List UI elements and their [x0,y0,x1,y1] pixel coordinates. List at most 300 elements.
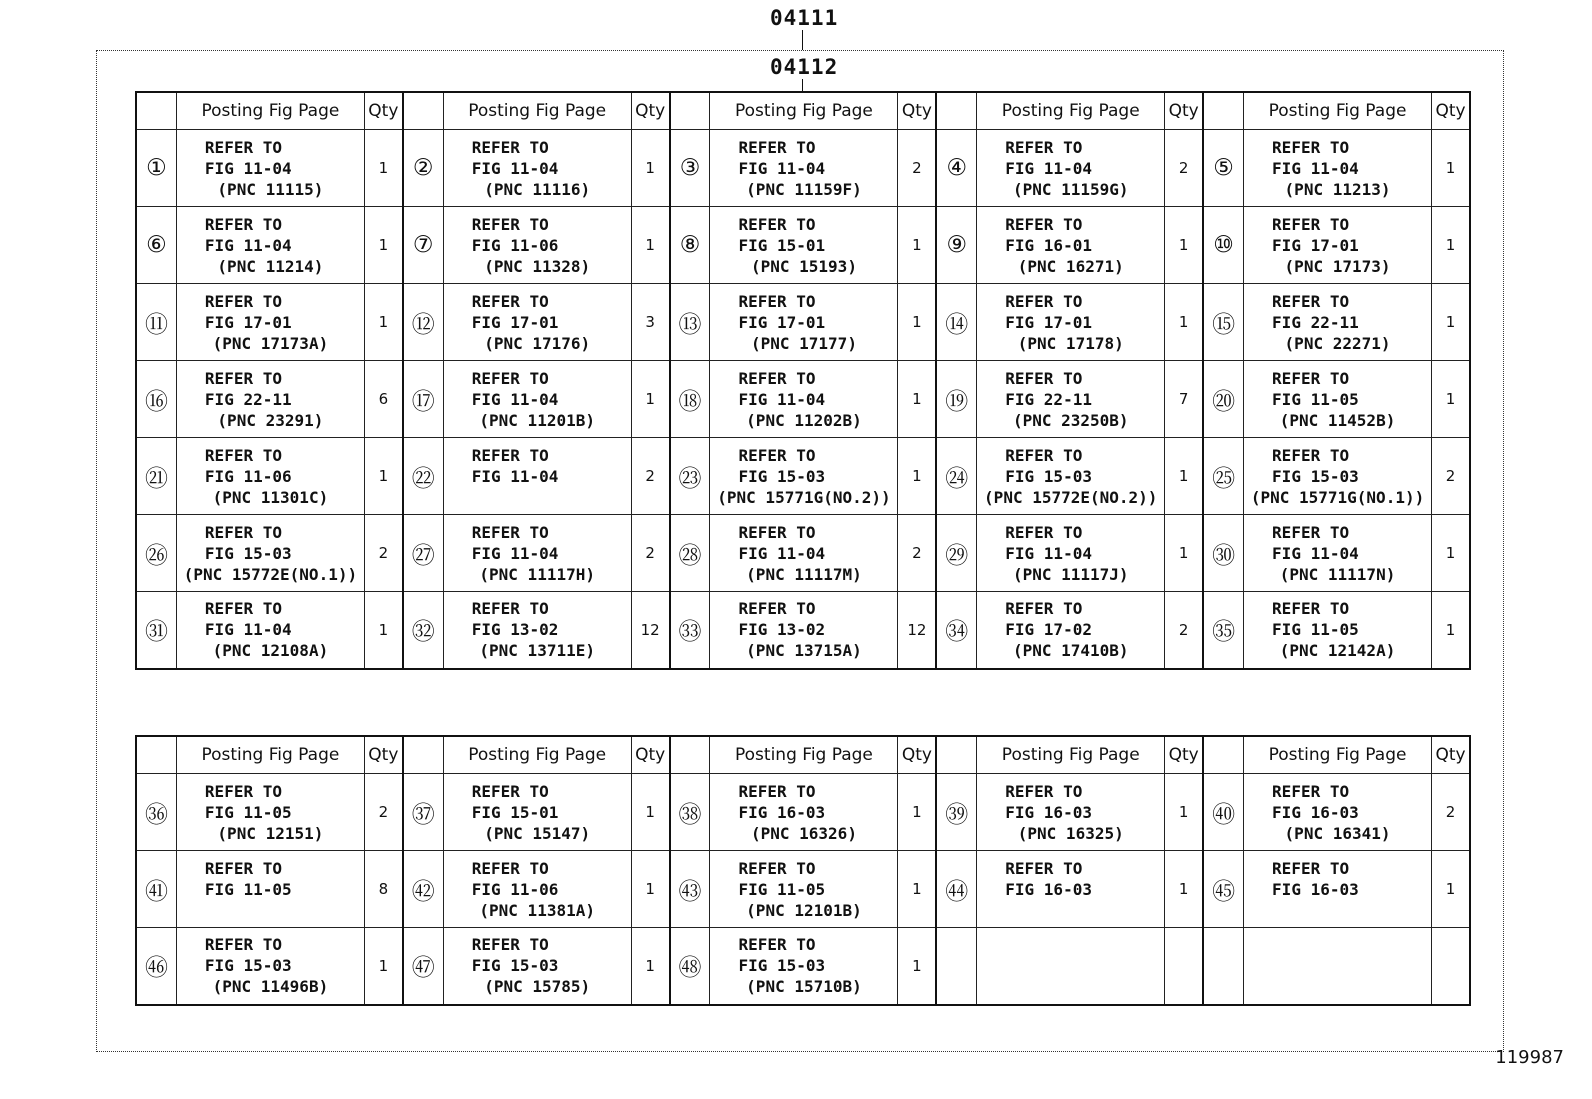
callout-number: ① [136,130,176,207]
fig-page-text: FIG 15-03 [1272,466,1359,486]
fig-page-text: FIG 11-05 [1272,620,1359,640]
posting-reference [443,207,631,284]
callout-number: ⑦ [403,207,443,284]
refer-to-text: REFER TO [471,522,549,542]
qty-value: 7 [1165,361,1203,438]
fig-page-text: FIG 16-03 [1005,802,1092,822]
header-index-blank [403,736,443,774]
pnc-text: (PNC 12108A) [212,641,329,661]
fig-page-text: FIG 11-04 [738,158,826,178]
callout-number: ㉜ [403,592,443,669]
callout-number: ㊼ [403,928,443,1005]
pnc-text: (PNC 15771G(NO.1)) [1250,487,1425,507]
fig-page-text: FIG 15-01 [471,802,559,822]
pnc-text: (PNC 11202B) [746,410,862,430]
table-row [136,515,1470,592]
posting-reference [977,851,1165,928]
header-qty: Qty [631,736,669,774]
qty-value: 1 [364,928,402,1005]
qty-value: 1 [631,207,669,284]
refer-to-text: REFER TO [204,935,282,955]
pnc-text: (PNC 13715A) [746,641,862,661]
pnc-text: (PNC 11381A) [479,900,595,920]
pnc-text: (PNC 17177) [750,333,857,353]
fig-page-text: FIG 11-04 [471,389,559,409]
callout-number: ⑰ [403,361,443,438]
qty-value: 1 [1432,284,1470,361]
refer-to-text: REFER TO [204,214,282,234]
pnc-text: (PNC 15772E(NO.1)) [183,564,358,584]
qty-value: 1 [1165,515,1203,592]
qty-value: 1 [631,361,669,438]
header-row [136,736,1470,774]
qty-value: 2 [1165,130,1203,207]
callout-number: ㉑ [136,438,176,515]
pnc-text: (PNC 17173A) [212,333,329,353]
fig-page-text: FIG 22-11 [204,389,292,409]
pnc-text: (PNC 16341) [1284,823,1391,843]
pnc-text: (PNC 12101B) [746,900,862,920]
pnc-text: (PNC 11117N) [1279,564,1396,584]
posting-reference [443,592,631,669]
qty-value: 2 [898,130,936,207]
qty-value: 1 [898,851,936,928]
callout-number: ⑭ [936,284,976,361]
callout-number: ⑬ [670,284,710,361]
posting-reference [176,438,364,515]
table-row [136,851,1470,928]
posting-reference [977,284,1165,361]
qty-value: 1 [1165,438,1203,515]
pnc-text: (PNC 23291) [217,410,324,430]
callout-number: ㊸ [670,851,710,928]
refer-to-text: REFER TO [1005,137,1083,157]
posting-reference [977,592,1165,669]
posting-reference [977,207,1165,284]
fig-page-text: FIG 17-01 [1005,312,1092,332]
callout-number: ㉔ [936,438,976,515]
table-row [136,361,1470,438]
pnc-text: (PNC 11328) [484,256,591,276]
fig-page-text: FIG 11-04 [738,543,826,563]
fig-page-text: FIG 11-04 [471,158,559,178]
refer-to-text: REFER TO [1005,214,1083,234]
pnc-text: (PNC 11116) [484,179,591,199]
fig-page-text: FIG 11-04 [738,389,826,409]
refer-to-text [1244,934,1431,955]
fig-page-text: FIG 11-04 [204,620,292,640]
header-index-blank [1203,92,1243,130]
table-row [136,774,1470,851]
posting-reference [1244,774,1432,851]
posting-reference [1244,592,1432,669]
posting-reference [710,928,898,1005]
header-qty: Qty [1432,736,1470,774]
header-posting-fig-page: Posting Fig Page [176,92,364,130]
qty-value: 1 [1432,361,1470,438]
reference-table-2 [135,735,1471,1006]
qty-value: 1 [1432,207,1470,284]
posting-reference [977,928,1165,1005]
pnc-text: (PNC 23250B) [1012,410,1129,430]
fig-page-text: FIG 17-02 [1005,620,1092,640]
posting-reference [176,774,364,851]
pnc-text: (PNC 11496B) [212,977,329,997]
refer-to-text: REFER TO [204,522,282,542]
qty-value: 1 [1165,851,1203,928]
callout-number: ㊺ [1203,851,1243,928]
callout-number: ⑨ [936,207,976,284]
header-qty: Qty [1165,92,1203,130]
posting-reference [977,774,1165,851]
fig-page-text: FIG 11-06 [471,235,559,255]
refer-to-text: REFER TO [204,368,282,388]
fig-page-text: FIG 16-03 [1272,879,1359,899]
qty-value: 1 [898,361,936,438]
header-qty: Qty [364,736,402,774]
posting-reference [977,130,1165,207]
header-posting-fig-page: Posting Fig Page [443,736,631,774]
callout-number: ㉖ [136,515,176,592]
pnc-text: (PNC 11117H) [479,564,595,584]
qty-value: 1 [631,928,669,1005]
fig-page-text: FIG 11-04 [1272,543,1359,563]
fig-page-text: FIG 17-01 [738,312,826,332]
fig-page-text: FIG 11-04 [471,543,559,563]
header-posting-fig-page: Posting Fig Page [977,92,1165,130]
qty-value: 1 [898,774,936,851]
header-qty: Qty [631,92,669,130]
pnc-text: (PNC 13711E) [479,641,595,661]
fig-page-text: FIG 11-05 [1272,389,1359,409]
refer-to-text: REFER TO [471,599,549,619]
header-posting-fig-page: Posting Fig Page [443,92,631,130]
qty-value: 1 [1432,851,1470,928]
fig-page-text: FIG 17-01 [1272,235,1359,255]
qty-value: 1 [364,130,402,207]
pnc-text: (PNC 22271) [1284,333,1391,353]
refer-to-text: REFER TO [471,137,549,157]
header-index-blank [136,92,176,130]
qty-value: 1 [1432,592,1470,669]
refer-to-text: REFER TO [1272,368,1350,388]
posting-reference [176,130,364,207]
fig-page-text: FIG 11-05 [738,879,826,899]
posting-reference [710,851,898,928]
posting-reference [176,284,364,361]
refer-to-text: REFER TO [738,858,816,878]
posting-reference [1244,284,1432,361]
refer-to-text: REFER TO [738,522,816,542]
refer-to-text: REFER TO [1005,599,1083,619]
header-posting-fig-page: Posting Fig Page [176,736,364,774]
refer-to-text: REFER TO [738,599,816,619]
fig-page-text: FIG 16-03 [738,802,826,822]
callout-number: ㊹ [936,851,976,928]
posting-reference [176,928,364,1005]
posting-reference [977,438,1165,515]
posting-reference [443,284,631,361]
posting-reference [1244,928,1432,1005]
posting-reference [1244,130,1432,207]
qty-value: 1 [364,207,402,284]
pnc-text: (PNC 17410B) [1012,641,1129,661]
pnc-text: (PNC 11213) [1284,179,1391,199]
callout-number: ㉘ [670,515,710,592]
fig-page-text: FIG 13-02 [471,620,559,640]
assembly-label-04112: 04112 [770,55,839,79]
header-qty: Qty [364,92,402,130]
refer-to-text: REFER TO [204,858,282,878]
callout-number: ⑥ [136,207,176,284]
posting-reference [176,207,364,284]
refer-to-text: REFER TO [1272,445,1350,465]
qty-value: 1 [364,438,402,515]
header-index-blank [403,92,443,130]
header-index-blank [936,736,976,774]
refer-to-text: REFER TO [1272,781,1350,801]
callout-number: ㊶ [136,851,176,928]
header-posting-fig-page: Posting Fig Page [710,92,898,130]
table-row [136,130,1470,207]
header-qty: Qty [898,736,936,774]
callout-number: ⑫ [403,284,443,361]
fig-page-text: FIG 15-03 [204,956,292,976]
pnc-text: (PNC 17176) [484,333,591,353]
callout-number: ⑤ [1203,130,1243,207]
refer-to-text: REFER TO [204,137,282,157]
fig-page-text: FIG 11-04 [471,466,559,486]
callout-number: ⑮ [1203,284,1243,361]
header-qty: Qty [1165,736,1203,774]
refer-to-text: REFER TO [1272,858,1350,878]
pnc-text: (PNC 16271) [1017,256,1124,276]
pnc-text: (PNC 17178) [1017,333,1124,353]
fig-page-text: FIG 11-06 [471,879,559,899]
qty-value: 2 [364,515,402,592]
pnc-text: (PNC 11159G) [1012,179,1129,199]
fig-page-text: FIG 16-01 [1005,235,1092,255]
refer-to-text: REFER TO [1005,522,1083,542]
posting-reference [1244,438,1432,515]
callout-number: ② [403,130,443,207]
refer-to-text: REFER TO [471,214,549,234]
fig-page-text: FIG 15-03 [471,956,559,976]
header-posting-fig-page: Posting Fig Page [1244,736,1432,774]
posting-reference [1244,515,1432,592]
qty-value [1432,928,1470,1005]
pnc-text: (PNC 16326) [750,823,857,843]
qty-value: 1 [631,851,669,928]
fig-page-text: FIG 15-01 [738,235,826,255]
callout-number: ㊳ [670,774,710,851]
callout-number [1203,928,1243,1005]
table-row [136,284,1470,361]
posting-reference [1244,207,1432,284]
assembly-label-04111: 04111 [770,6,839,30]
posting-reference [443,774,631,851]
callout-number: ⑯ [136,361,176,438]
posting-reference [176,592,364,669]
qty-value: 2 [631,515,669,592]
callout-number: ㉞ [936,592,976,669]
fig-page-text: FIG 17-01 [471,312,559,332]
pnc-text: (PNC 12151) [217,823,324,843]
qty-value: 2 [1165,592,1203,669]
refer-to-text: REFER TO [738,368,816,388]
fig-page-text: FIG 13-02 [738,620,826,640]
pnc-text: (PNC 11301C) [212,487,329,507]
posting-reference [443,851,631,928]
fig-page-text: FIG 16-03 [1005,879,1092,899]
callout-number: ㊷ [403,851,443,928]
posting-reference [443,361,631,438]
figure-number: 119987 [1495,1047,1564,1068]
fig-page-text: FIG 11-04 [204,235,292,255]
posting-reference [176,361,364,438]
pnc-text [1244,900,1431,921]
refer-to-text: REFER TO [1005,368,1083,388]
header-index-blank [1203,736,1243,774]
pnc-text: (PNC 11214) [217,256,324,276]
refer-to-text: REFER TO [471,445,549,465]
fig-page-text: FIG 11-04 [1005,543,1092,563]
refer-to-text: REFER TO [1005,781,1083,801]
refer-to-text: REFER TO [204,781,282,801]
leader-line-04111 [802,30,803,50]
fig-page-text: FIG 11-05 [204,879,292,899]
callout-number: ㉛ [136,592,176,669]
qty-value: 1 [631,774,669,851]
qty-value: 12 [898,592,936,669]
pnc-text: (PNC 12142A) [1279,641,1396,661]
refer-to-text: REFER TO [204,291,282,311]
posting-reference [710,207,898,284]
callout-number [936,928,976,1005]
callout-number: ㉓ [670,438,710,515]
callout-number: ㉟ [1203,592,1243,669]
pnc-text [977,976,1164,997]
refer-to-text: REFER TO [471,368,549,388]
refer-to-text: REFER TO [738,214,816,234]
fig-page-text: FIG 11-04 [1005,158,1092,178]
qty-value: 1 [364,284,402,361]
posting-reference [443,130,631,207]
pnc-text: (PNC 15193) [750,256,857,276]
qty-value: 1 [1165,284,1203,361]
callout-number: ㉕ [1203,438,1243,515]
qty-value: 6 [364,361,402,438]
qty-value: 3 [631,284,669,361]
refer-to-text: REFER TO [471,935,549,955]
posting-reference [710,130,898,207]
posting-reference [710,774,898,851]
qty-value: 1 [364,592,402,669]
posting-reference [443,928,631,1005]
callout-number: ㉚ [1203,515,1243,592]
qty-value: 1 [1432,515,1470,592]
refer-to-text: REFER TO [1005,291,1083,311]
qty-value [1165,928,1203,1005]
fig-page-text: FIG 15-03 [738,956,826,976]
pnc-text: (PNC 11452B) [1279,410,1396,430]
qty-value: 2 [364,774,402,851]
pnc-text: (PNC 11159F) [746,179,862,199]
table-row [136,928,1470,1005]
fig-page-text: FIG 22-11 [1272,312,1359,332]
refer-to-text: REFER TO [738,291,816,311]
callout-number: ⑪ [136,284,176,361]
refer-to-text: REFER TO [471,858,549,878]
fig-page-text: FIG 15-03 [1005,466,1092,486]
posting-reference [443,515,631,592]
callout-number: ⑧ [670,207,710,284]
header-posting-fig-page: Posting Fig Page [710,736,898,774]
posting-reference [443,438,631,515]
pnc-text: (PNC 15772E(NO.2)) [984,487,1158,507]
posting-reference [977,361,1165,438]
qty-value: 8 [364,851,402,928]
callout-number: ㊲ [403,774,443,851]
table-row [136,592,1470,669]
refer-to-text: REFER TO [1272,137,1350,157]
qty-value: 1 [631,130,669,207]
fig-page-text: FIG 15-03 [204,543,292,563]
pnc-text: (PNC 15771G(NO.2)) [717,487,891,507]
refer-to-text: REFER TO [204,599,282,619]
reference-table-1 [135,91,1471,670]
posting-reference [1244,851,1432,928]
callout-number: ⑩ [1203,207,1243,284]
fig-page-text [977,955,1164,976]
callout-number: ⑳ [1203,361,1243,438]
qty-value: 2 [898,515,936,592]
refer-to-text: REFER TO [471,781,549,801]
qty-value: 1 [898,438,936,515]
leader-line-04112 [802,79,803,91]
fig-page-text: FIG 11-05 [204,802,292,822]
callout-number: ㉝ [670,592,710,669]
posting-reference [710,592,898,669]
callout-number: ㊻ [136,928,176,1005]
callout-number: ㊱ [136,774,176,851]
refer-to-text: REFER TO [1272,214,1350,234]
refer-to-text: REFER TO [1272,291,1350,311]
header-index-blank [936,92,976,130]
callout-number: ㉗ [403,515,443,592]
qty-value: 1 [1165,207,1203,284]
fig-page-text: FIG 16-03 [1272,802,1359,822]
posting-reference [710,361,898,438]
header-posting-fig-page: Posting Fig Page [977,736,1165,774]
header-posting-fig-page: Posting Fig Page [1244,92,1432,130]
refer-to-text: REFER TO [204,445,282,465]
refer-to-text: REFER TO [738,781,816,801]
fig-page-text: FIG 22-11 [1005,389,1092,409]
qty-value: 1 [898,928,936,1005]
pnc-text [444,487,631,508]
pnc-text: (PNC 11201B) [479,410,595,430]
qty-value: 1 [1165,774,1203,851]
callout-number: ㊴ [936,774,976,851]
posting-reference [977,515,1165,592]
qty-value: 1 [1432,130,1470,207]
callout-number: ㊵ [1203,774,1243,851]
pnc-text: (PNC 11115) [217,179,324,199]
pnc-text: (PNC 15147) [484,823,591,843]
refer-to-text: REFER TO [1272,599,1350,619]
posting-reference [176,515,364,592]
